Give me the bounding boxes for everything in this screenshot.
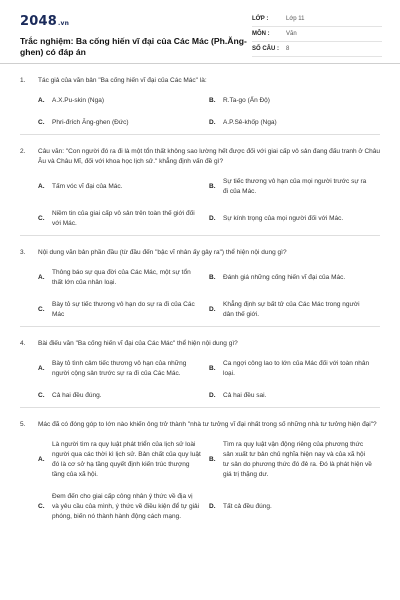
question-2 xyxy=(20,135,380,236)
question-4 xyxy=(20,327,380,408)
option-letter: B. xyxy=(209,365,216,372)
question-text: Bài điếu văn "Ba cống hiến vĩ đại của Các Mác" thể hiện nội dung gì? xyxy=(38,340,238,347)
meta-label: SỐ CÂU : xyxy=(252,46,279,52)
option-text: R.Ta-go (Ấn Độ) xyxy=(223,97,270,104)
question-1 xyxy=(20,64,380,135)
option-text: Phri-đrích Ăng-ghen (Đức) xyxy=(52,119,129,126)
option-text: Tất cả đều đúng. xyxy=(223,503,272,510)
header xyxy=(0,0,400,64)
site-logo[interactable]: 2048.vn xyxy=(20,14,70,29)
option-text: Đem đến cho giai cấp công nhân ý thức về địa vị và yêu cầu của mình, ý thức về điều kiện để tự giải phóng, biến nó thành hành động cách mạng. xyxy=(52,493,200,520)
question-text: Mác đã có đóng góp to lớn nào khiến ông trở thành "nhà tư tưởng vĩ đại nhất trong số những nhà tư tưởng hiện đại"? xyxy=(38,421,377,428)
question-text: Tác giả của văn bản "Ba cống hiến vĩ đại của Các Mác" là: xyxy=(38,77,207,84)
option-d[interactable] xyxy=(209,112,380,134)
option-text: A.P.Sê-khốp (Nga) xyxy=(223,119,277,126)
option-letter: A. xyxy=(38,183,45,190)
meta-label: LỚP : xyxy=(252,16,269,22)
option-c[interactable] xyxy=(38,385,209,407)
option-a[interactable] xyxy=(38,434,209,486)
option-letter: C. xyxy=(38,119,45,126)
option-text: Tìm ra quy luật vận động riêng của phương thức sản xuất tư bản chủ nghĩa hiện nay và của xã hội tư sản do phương thức đó đẻ ra. Đó là phát hiện về giá trị thặng dư. xyxy=(223,441,372,478)
option-letter: C. xyxy=(38,215,45,222)
question-number: 3. xyxy=(20,249,26,256)
option-b[interactable] xyxy=(209,171,380,203)
meta-row-subject xyxy=(252,27,382,42)
question-list xyxy=(0,64,400,528)
option-text: Sự kính trọng của mọi người đối với Mác. xyxy=(223,215,344,222)
question-5 xyxy=(20,408,380,528)
option-letter: B. xyxy=(209,456,216,463)
option-text: Bày tỏ sự tiếc thương vô hạn do sự ra đi của Các Mác xyxy=(52,301,195,318)
option-letter: C. xyxy=(38,306,45,313)
option-d[interactable] xyxy=(209,203,380,235)
option-letter: A. xyxy=(38,456,45,463)
meta-row-class xyxy=(252,12,382,27)
option-b[interactable] xyxy=(209,353,380,385)
option-d[interactable] xyxy=(209,294,380,326)
option-letter: B. xyxy=(209,97,216,104)
option-c[interactable] xyxy=(38,294,209,326)
question-text: Nội dung văn bản phần đầu (từ đầu đến "bậc vĩ nhân ấy gây ra") thể hiện nội dung gì? xyxy=(38,249,287,256)
option-d[interactable] xyxy=(209,385,380,407)
meta-label: MÔN : xyxy=(252,31,270,37)
question-number: 1. xyxy=(20,77,26,84)
option-text: Tấm vóc vĩ đại của Mác. xyxy=(52,183,123,190)
option-letter: D. xyxy=(209,503,216,510)
option-text: Đánh giá những cống hiến vĩ đại của Mác. xyxy=(223,274,346,281)
option-letter: D. xyxy=(209,215,216,222)
option-letter: D. xyxy=(209,119,216,126)
option-letter: A. xyxy=(38,97,45,104)
page-title: Trắc nghiệm: Ba cống hiến vĩ đại của Các Mác (Ph.Ăng-ghen) có đáp án xyxy=(20,36,247,57)
question-number: 5. xyxy=(20,421,26,428)
option-text: Bày tỏ tình cảm tiếc thương vô hạn của những người cộng sản trước sự ra đi của Các Mác. xyxy=(52,360,187,377)
option-text: A.X.Pu-skin (Nga) xyxy=(52,97,105,104)
option-b[interactable] xyxy=(209,90,380,112)
option-c[interactable] xyxy=(38,486,209,528)
option-c[interactable] xyxy=(38,203,209,235)
option-text: Cả hai đều sai. xyxy=(223,392,267,399)
question-number: 4. xyxy=(20,340,26,347)
option-d[interactable] xyxy=(209,486,380,528)
option-text: Khẳng định sự bất tử của Các Mác trong người dân thế giới. xyxy=(223,301,360,318)
option-a[interactable] xyxy=(38,353,209,385)
option-c[interactable] xyxy=(38,112,209,134)
question-text: Câu văn: "Con người đó ra đi là một tổn thất không sao lường hết được đối với giai cấp vô sản đang đấu tranh ở Châu Âu và Châu Mĩ, đối với khoa học lịch sử." khẳng định vấn đề gì? xyxy=(38,148,381,165)
option-text: Sự tiếc thương vô hạn của mọi người trước sự ra đi của Mác. xyxy=(223,178,367,195)
option-text: Niềm tin của giai cấp vô sản trên toàn thế giới đối với Mác. xyxy=(52,210,195,227)
question-number: 2. xyxy=(20,148,26,155)
option-letter: A. xyxy=(38,365,45,372)
option-b[interactable] xyxy=(209,434,380,486)
option-letter: B. xyxy=(209,274,216,281)
option-letter: D. xyxy=(209,306,216,313)
option-text: Thông báo sự qua đời của Các Mác, một sự tổn thất lớn của nhân loại. xyxy=(52,269,191,286)
option-a[interactable] xyxy=(38,171,209,203)
option-b[interactable] xyxy=(209,262,380,294)
option-a[interactable] xyxy=(38,90,209,112)
option-text: Cả hai đều đúng. xyxy=(52,392,102,399)
meta-value: 8 xyxy=(286,46,290,52)
option-letter: B. xyxy=(209,183,216,190)
meta-value: Văn xyxy=(286,31,297,37)
meta-value: Lớp 11 xyxy=(286,16,305,22)
option-letter: A. xyxy=(38,274,45,281)
meta-table xyxy=(252,12,382,57)
option-letter: C. xyxy=(38,392,45,399)
meta-row-count xyxy=(252,42,382,57)
option-a[interactable] xyxy=(38,262,209,294)
option-letter: D. xyxy=(209,392,216,399)
question-3 xyxy=(20,236,380,327)
option-text: Ca ngợi công lao to lớn của Mác đối với toàn nhân loại. xyxy=(223,360,370,377)
option-text: Là người tìm ra quy luật phát triển của lịch sử loài người qua các thời kì lịch sử. Bản chất của quy luật đó là cơ sở hạ tầng quyết định kiến trúc thượng tầng của xã hội. xyxy=(52,441,201,478)
option-letter: C. xyxy=(38,503,45,510)
